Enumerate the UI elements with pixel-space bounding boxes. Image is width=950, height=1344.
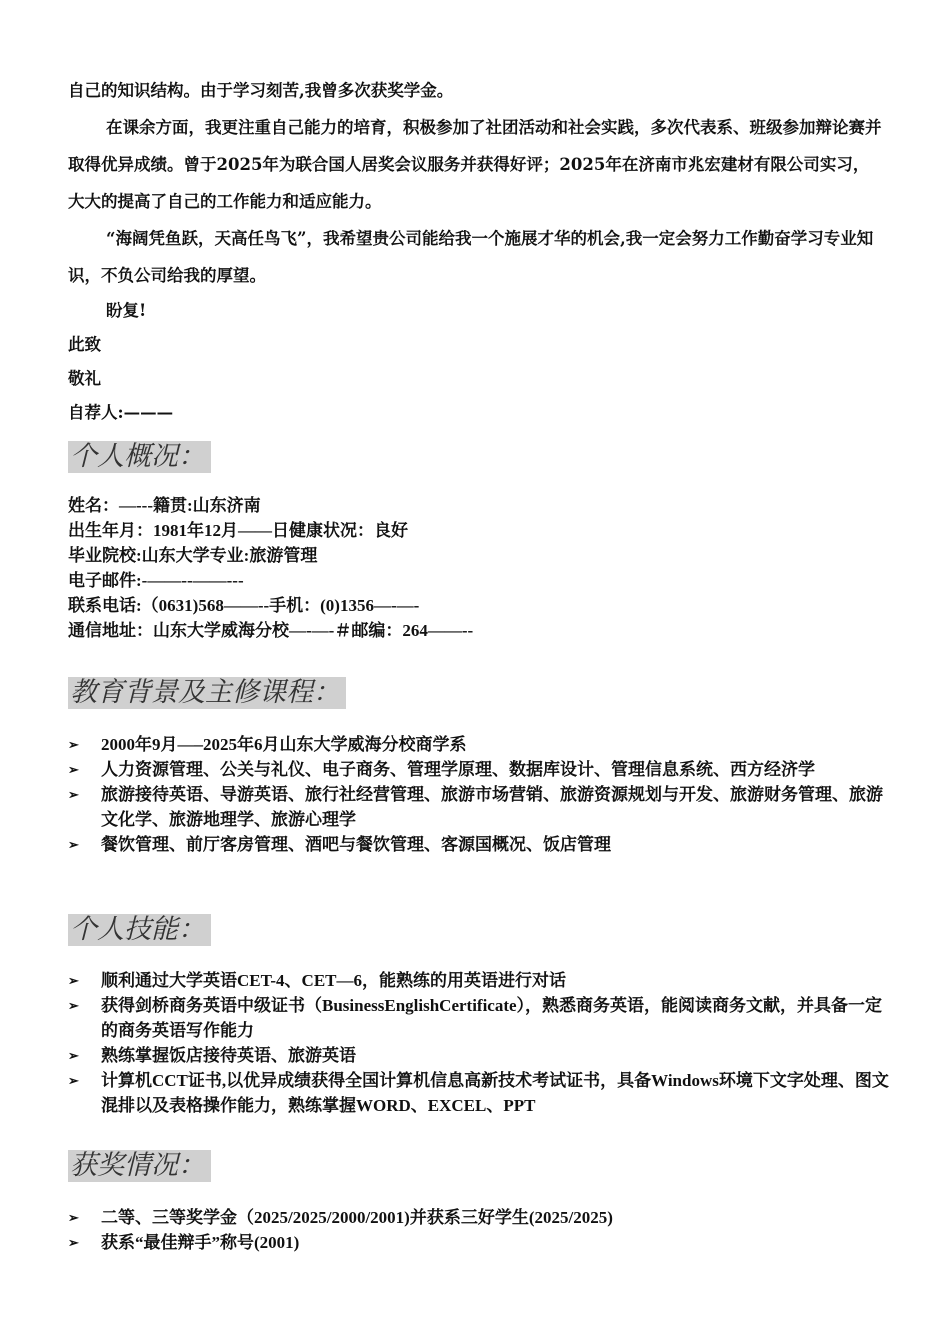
education-list <box>68 732 894 857</box>
personal-info <box>68 493 888 643</box>
arrow-bullet-icon: ➢ <box>68 1210 79 1225</box>
skills-list <box>68 968 894 1118</box>
section-title-education: 教育背景及主修课程： <box>68 677 346 709</box>
info-phone: 联系电话:（0631)568——--手机：(0)1356—-—- <box>68 596 420 615</box>
letter-paragraph-hope: “海阔凭鱼跃，天高任鸟飞”，我希望贵公司能给我一个施展才华的机会,我一定会努力工作勤奋学习专业知识，不负公司给我的厚望。 <box>68 229 874 285</box>
list-item: ➢ 获得剑桥商务英语中级证书（BusinessEnglishCertificate），熟悉商务英语，能阅读商务文献，并具备一定的商务英语写作能力 <box>68 993 894 1043</box>
arrow-bullet-icon: ➢ <box>68 1235 79 1250</box>
letter-signature: 自荐人:——— <box>68 403 174 422</box>
awards-list <box>68 1205 894 1255</box>
letter-reply-request: 盼复! <box>106 301 147 320</box>
arrow-bullet-icon: ➢ <box>68 762 79 777</box>
arrow-bullet-icon: ➢ <box>68 787 79 802</box>
arrow-bullet-icon: ➢ <box>68 1048 79 1063</box>
info-address: 通信地址：山东大学威海分校—-—-＃邮编：264——-- <box>68 621 474 640</box>
info-school-major: 毕业院校:山东大学专业:旅游管理 <box>68 546 318 565</box>
arrow-bullet-icon: ➢ <box>68 837 79 852</box>
arrow-bullet-icon: ➢ <box>68 998 79 1013</box>
list-item: ➢ 获系“最佳辩手”称号(2001) <box>68 1230 894 1255</box>
letter-closing-2: 敬礼 <box>68 369 101 388</box>
list-item: ➢ 计算机CCT证书,以优异成绩获得全国计算机信息高新技术考试证书，具备Windows环境下文字处理、图文混排以及表格操作能力，熟练掌握WORD、EXCEL、PPT <box>68 1068 894 1118</box>
info-email: 电子邮件:-——--——--- <box>68 571 244 590</box>
arrow-bullet-icon: ➢ <box>68 973 79 988</box>
list-item: ➢ 熟练掌握饭店接待英语、旅游英语 <box>68 1043 894 1068</box>
arrow-bullet-icon: ➢ <box>68 737 79 752</box>
list-item: ➢ 旅游接待英语、导游英语、旅行社经营管理、旅游市场营销、旅游资源规划与开发、旅游财务管理、旅游文化学、旅游地理学、旅游心理学 <box>68 782 894 832</box>
list-item: ➢ 餐饮管理、前厅客房管理、酒吧与餐饮管理、客源国概况、饭店管理 <box>68 832 894 857</box>
list-item: ➢ 人力资源管理、公关与礼仪、电子商务、管理学原理、数据库设计、管理信息系统、西方经济学 <box>68 757 894 782</box>
section-title-skills: 个人技能： <box>68 914 211 946</box>
info-name-origin: 姓名：—---籍贯:山东济南 <box>68 496 261 515</box>
list-item: ➢ 二等、三等奖学金（2025/2025/2000/2001)并获系三好学生(2025/2025) <box>68 1205 894 1230</box>
info-birth-health: 出生年月：1981年12月——日健康状况：良好 <box>68 521 408 540</box>
list-item: ➢ 顺利通过大学英语CET-4、CET—6，能熟练的用英语进行对话 <box>68 968 894 993</box>
section-title-personal: 个人概况： <box>68 441 211 473</box>
arrow-bullet-icon: ➢ <box>68 1073 79 1088</box>
section-title-awards: 获奖情况： <box>68 1150 211 1182</box>
list-item: ➢ 2000年9月—–2025年6月山东大学威海分校商学系 <box>68 732 894 757</box>
letter-paragraph-knowledge: 自己的知识结构。由于学习刻苦,我曾多次获奖学金。 <box>68 81 454 100</box>
letter-paragraph-activities: 在课余方面，我更注重自己能力的培育，积极参加了社团活动和社会实践，多次代表系、班级参加辩论赛并取得优异成绩。曾于2025年为联合国人居奖会议服务并获得好评；2025年在济南市兆宏建材有限公司实习，大大的提高了自己的工作能力和适应能力。 <box>68 118 882 211</box>
cover-letter <box>68 72 884 430</box>
letter-closing-1: 此致 <box>68 335 101 354</box>
